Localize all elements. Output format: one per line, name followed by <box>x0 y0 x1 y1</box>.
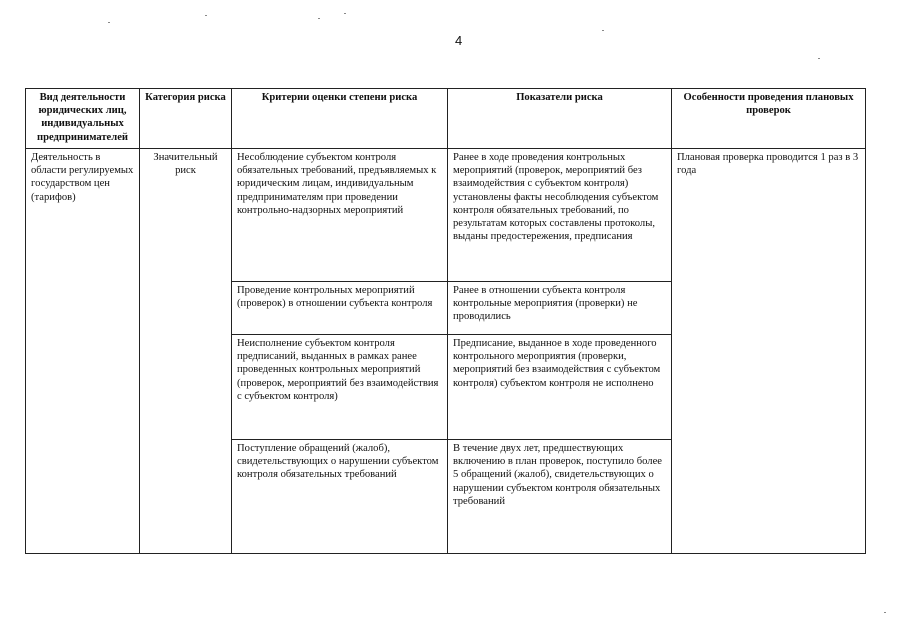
risk-category-cell: Значительный риск <box>140 149 232 554</box>
header-activity-type: Вид деятельности юридических лиц, индивидуальных предпринимателей <box>26 89 140 149</box>
scan-speck <box>344 13 346 14</box>
activity-cell: Деятельность в области регулируемых государством цен (тарифов) <box>26 149 140 554</box>
risk-criteria-table <box>25 88 866 554</box>
criterion-cell: Несоблюдение субъектом контроля обязательных требований, предъявляемых к юридическим лицам, индивидуальным предпринимателям при проведении контрольно-надзорных мероприятий <box>232 149 448 282</box>
header-risk-criteria: Критерии оценки степени риска <box>232 89 448 149</box>
scan-speck <box>205 15 207 16</box>
scan-speck <box>884 612 886 613</box>
header-risk-indicators: Показатели риска <box>448 89 672 149</box>
scan-speck <box>818 58 820 59</box>
header-inspection-features: Особенности проведения плановых проверок <box>672 89 866 149</box>
table-row <box>26 149 866 282</box>
header-risk-category: Категория риска <box>140 89 232 149</box>
indicator-cell: В течение двух лет, предшествующих включению в план проверок, поступило более 5 обращений (жалоб), свидетельствующих о нарушении субъектом контроля обязательных требований <box>448 440 672 554</box>
inspection-note-cell: Плановая проверка проводится 1 раз в 3 года <box>672 149 866 554</box>
page-number: 4 <box>455 33 463 48</box>
scan-speck <box>602 30 604 31</box>
criterion-cell: Поступление обращений (жалоб), свидетельствующих о нарушении субъектом контроля обязательных требований <box>232 440 448 554</box>
scan-speck <box>318 18 320 19</box>
scan-speck <box>108 22 110 23</box>
indicator-cell: Ранее в ходе проведения контрольных мероприятий (проверок, мероприятий без взаимодействия с субъектом контроля) установлены факты несоблюдения субъектом контроля обязательных требований, по результатам которых составлены протоколы, выданы предостережения, предписания <box>448 149 672 282</box>
criterion-cell: Проведение контрольных мероприятий (проверок) в отношении субъекта контроля <box>232 282 448 335</box>
indicator-cell: Ранее в отношении субъекта контроля контрольные мероприятия (проверки) не проводились <box>448 282 672 335</box>
table-header-row <box>26 89 866 149</box>
criterion-cell: Неисполнение субъектом контроля предписаний, выданных в рамках ранее проведенных контрольных мероприятий (проверок, мероприятий без взаимодействия с субъектом контроля) <box>232 335 448 440</box>
indicator-cell: Предписание, выданное в ходе проведенного контрольного мероприятия (проверки, мероприятий без взаимодействия с субъектом контроля) субъектом контроля не исполнено <box>448 335 672 440</box>
